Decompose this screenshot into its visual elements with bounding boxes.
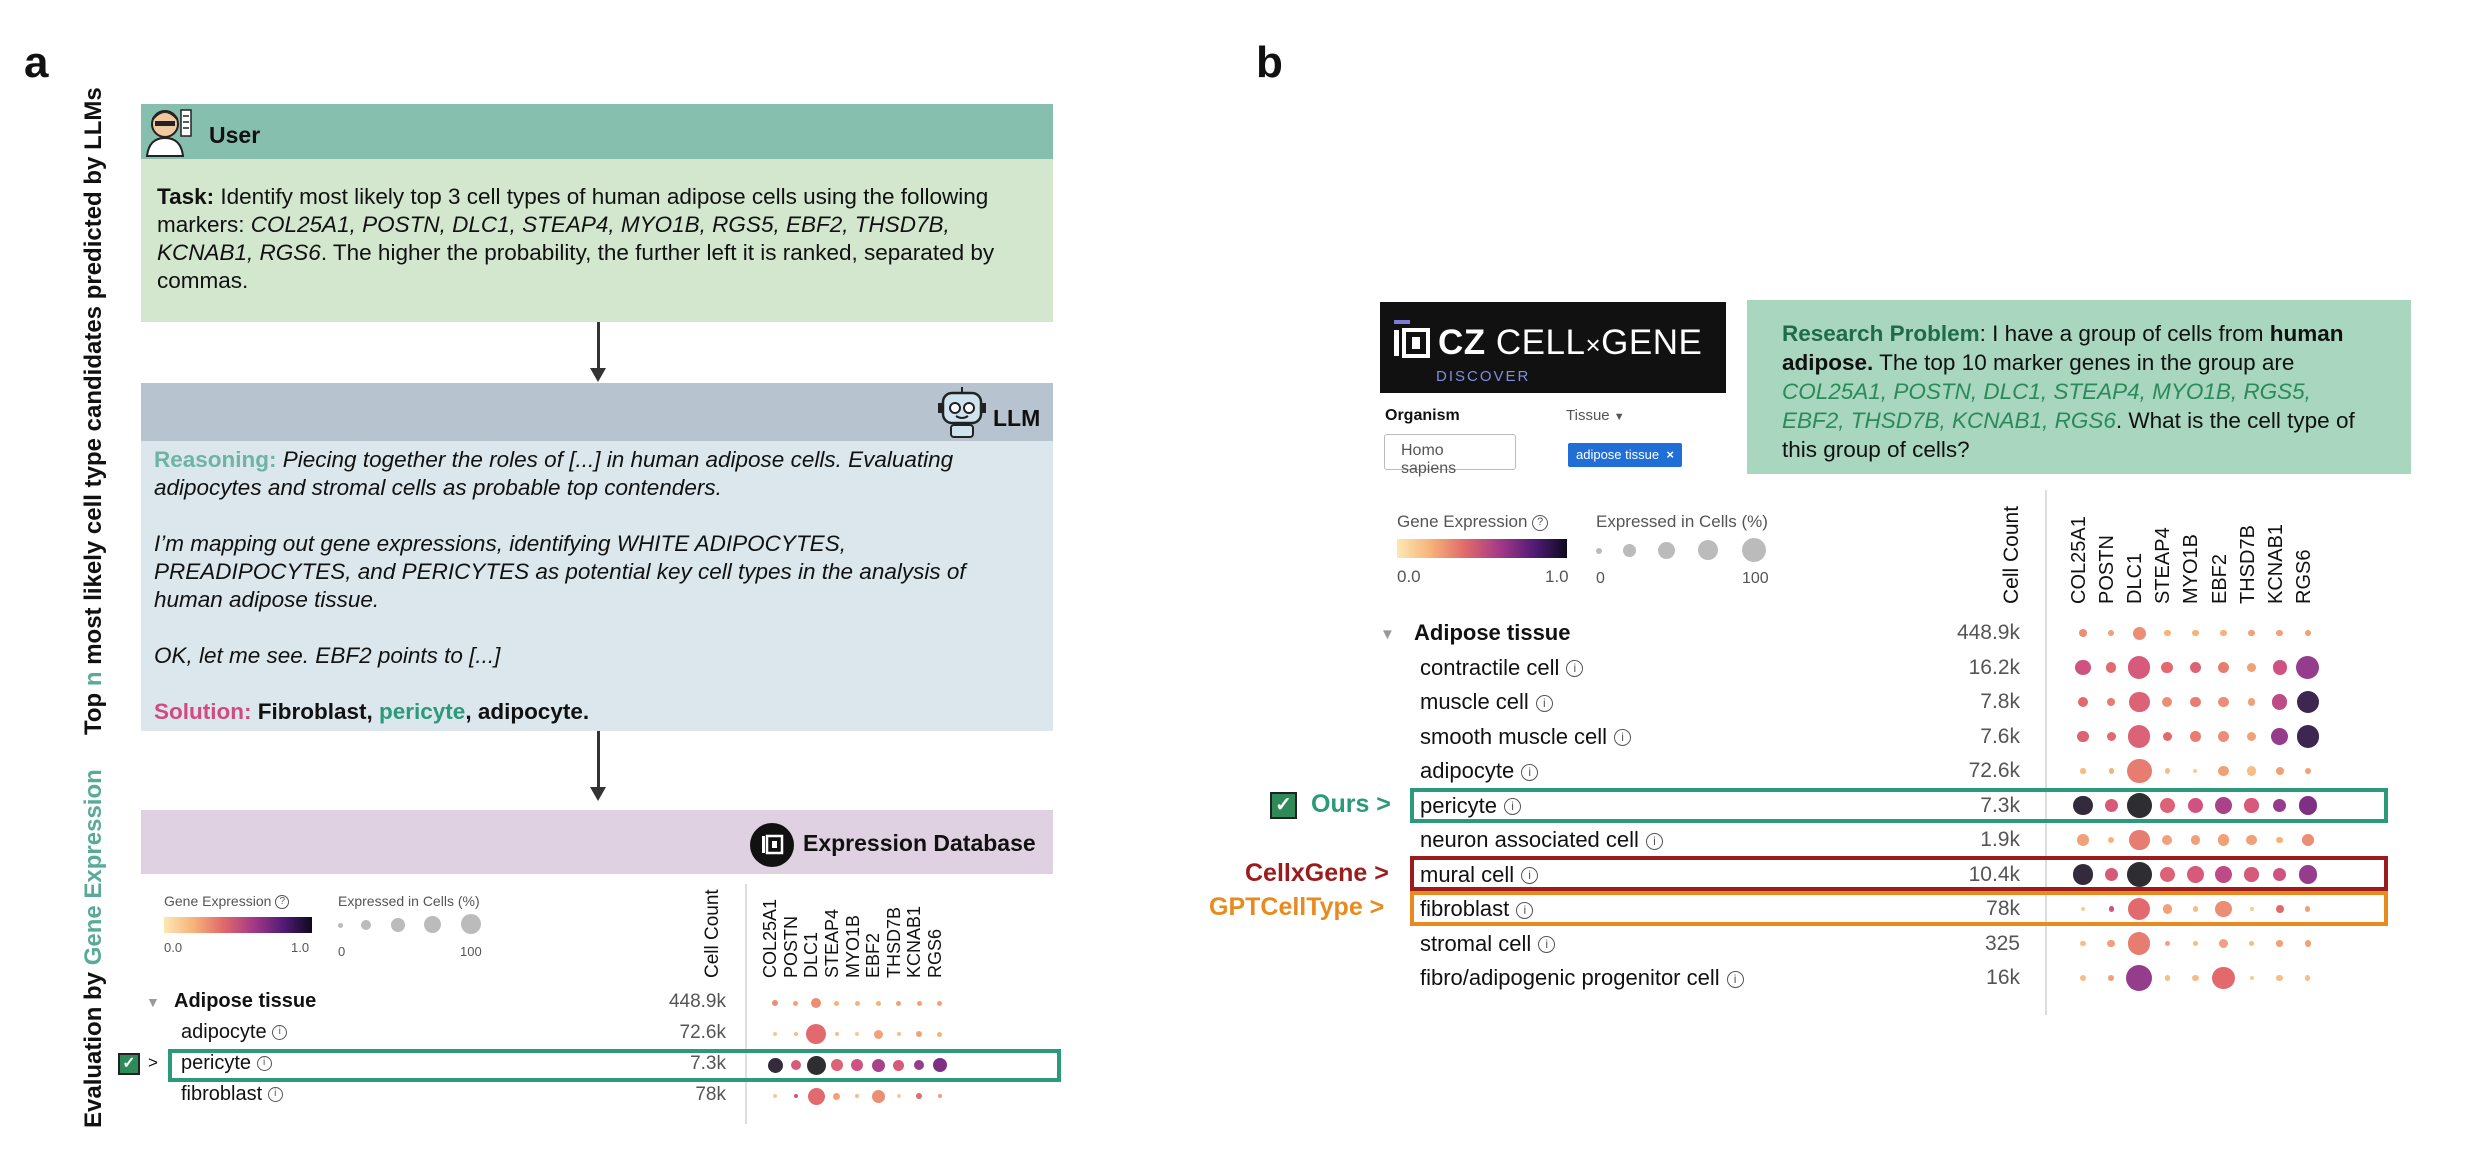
expression-dot: [2078, 697, 2088, 707]
db-header: [141, 810, 1053, 874]
b-check-icon: ✓: [1270, 792, 1297, 819]
expression-dot: [2106, 662, 2116, 672]
expression-dot: [2212, 967, 2234, 989]
b-row-count: 1.9k: [1980, 828, 2020, 851]
b-row-label-text: Adipose tissue: [1414, 620, 1571, 645]
info-icon[interactable]: i: [1727, 971, 1744, 988]
expression-dot: [2218, 731, 2230, 743]
expression-dot: [811, 998, 821, 1008]
reasoning-2: I’m mapping out gene expressions, identifying WHITE ADIPOCYTES, PREADIPOCYTES, and PERICYTES as potential key cell types in the analysis of human adipose tissue.: [154, 531, 966, 612]
expression-dot: [916, 1093, 922, 1099]
expression-dot: [772, 1000, 778, 1006]
cellxgene-logo-icon: [749, 822, 795, 868]
expression-dot: [2127, 759, 2152, 784]
gene-header-rgs6: RGS6: [2292, 549, 2315, 604]
expression-dot: [893, 1060, 904, 1071]
panel-a-letter: a: [24, 38, 49, 87]
expression-dot: [2247, 663, 2256, 672]
chevron-down-icon: ▼: [1613, 411, 1625, 423]
a-gene-expression-label: Gene Expression ?: [164, 893, 289, 909]
b-pct-max: 100: [1742, 570, 1769, 587]
gene-header-ebf2: EBF2: [863, 932, 884, 978]
b-expressed-label: Expressed in Cells (%): [1596, 512, 1768, 531]
expression-dot: [773, 1032, 777, 1036]
gene-header-rgs6: RGS6: [925, 928, 945, 978]
info-icon[interactable]: i: [1504, 798, 1521, 815]
b-row-count: 16.2k: [1968, 655, 2020, 679]
expression-dot: [2107, 732, 2116, 741]
expression-dot: [2271, 728, 2288, 745]
expression-dot: [2193, 941, 2198, 946]
panel-b-letter: b: [1256, 38, 1283, 87]
expression-dot: [2193, 769, 2197, 773]
a-pericyte-highlight: [168, 1049, 1061, 1082]
b-row-label-text: fibro/adipogenic progenitor cell: [1420, 965, 1720, 990]
expression-dot: [2246, 835, 2256, 845]
gene-header-steap4: STEAP4: [822, 908, 842, 978]
expression-dot: [768, 1058, 783, 1073]
a-check-arrow: >: [148, 1053, 158, 1072]
expression-dot: [2249, 941, 2254, 946]
info-icon[interactable]: i: [1646, 833, 1663, 850]
a-size-dot: [338, 923, 343, 928]
tissue-chip[interactable]: adipose tissue ×: [1568, 443, 1682, 467]
b-gene-expression-label: Gene Expression ?: [1397, 512, 1548, 532]
expression-dot: [2108, 837, 2115, 844]
expression-dot: [2276, 975, 2283, 982]
expression-dot: [834, 1001, 839, 1006]
a-row-count: 448.9k: [668, 991, 726, 1012]
expression-dot: [794, 1032, 798, 1036]
expression-dot: [2080, 768, 2085, 773]
user-task: Task: Identify most likely top 3 cell types of human adipose cells using the following markers: COL25A1, POSTN, DLC1, STEAP4, MYO1B, RGS5, EBF2, THSD7B, KCNAB1, RGS6. The higher the probability, the further left it is ranked, separated by commas.: [141, 159, 1053, 322]
b-row-count: 72.6k: [1968, 759, 2020, 782]
expression-dot: [2164, 630, 2171, 637]
b-row-count: 7.8k: [1980, 690, 2020, 713]
b-row-count: 10.4k: [1968, 862, 2020, 886]
expression-dot: [896, 1001, 901, 1006]
expression-dot: [2247, 732, 2256, 741]
expression-dot: [2250, 976, 2254, 980]
expression-dot: [872, 1059, 885, 1072]
expression-dot: [2248, 630, 2255, 637]
b-row-label-text: smooth muscle cell: [1420, 723, 1608, 749]
expression-dot: [806, 1024, 826, 1044]
a-divider: [745, 884, 747, 1124]
b-size-dot: [1596, 548, 1602, 554]
b-row-label: [1420, 655, 1583, 681]
expression-dot: [2219, 939, 2228, 948]
expression-dot: [874, 1030, 883, 1039]
gene-header-postn: POSTN: [2096, 535, 2119, 604]
b-fibroblast-highlight: [1410, 891, 2388, 926]
a-scale-min: 0.0: [164, 940, 183, 955]
expression-dot: [2129, 692, 2150, 713]
cellxgene-mark-icon: [1392, 320, 1434, 360]
expression-dot: [2079, 629, 2087, 637]
b-mural-highlight: [1410, 856, 2388, 891]
a-info-icon: ?: [275, 895, 289, 909]
a-pct-min: 0: [338, 944, 346, 959]
b-row-count: 7.3k: [1980, 793, 2020, 817]
expression-dot: [833, 1093, 840, 1100]
expression-dot: [794, 1094, 798, 1098]
gene-header-thsd7b: THSD7B: [2236, 525, 2259, 604]
b-row-label-text: fibroblast: [1420, 896, 1510, 921]
b-row-label-text: pericyte: [1420, 792, 1498, 818]
info-icon[interactable]: i: [1566, 660, 1583, 677]
arrow-head-llm-db: [590, 787, 606, 801]
b-row-label: [1420, 724, 1631, 750]
expression-dot: [2220, 630, 2227, 637]
b-row-count: 7.6k: [1980, 724, 2020, 748]
expression-dot: [773, 1094, 777, 1098]
info-icon[interactable]: i: [268, 1087, 283, 1102]
tissue-dropdown[interactable]: Tissue ▼: [1566, 407, 1625, 424]
expression-dot: [2128, 932, 2150, 954]
expression-dot: [2163, 732, 2172, 741]
arrow-head-user-llm: [590, 368, 606, 382]
callout-gptcelltype: GPTCellType >: [1209, 893, 1385, 921]
expression-dot: [897, 1094, 901, 1098]
expression-dot: [937, 1001, 942, 1006]
expression-dot: [2161, 662, 2173, 674]
expression-dot: [808, 1088, 825, 1105]
gene-header-postn: POSTN: [780, 915, 801, 978]
gene-header-dlc1: DLC1: [801, 931, 822, 978]
gene-header-kcnab1: KCNAB1: [904, 905, 925, 978]
a-size-dot: [461, 914, 481, 934]
expression-dot: [807, 1056, 826, 1075]
expression-dot: [2128, 725, 2150, 747]
expression-dot: [2077, 834, 2089, 846]
a-row-count: 7.3k: [690, 1053, 726, 1074]
b-collapse-icon[interactable]: ▼: [1380, 626, 1395, 643]
expression-dot: [2107, 698, 2115, 706]
expression-dot: [2108, 630, 2115, 637]
db-title: Expression Database: [803, 830, 1036, 856]
b-row-count: 448.9k: [1956, 621, 2020, 644]
info-icon[interactable]: i: [1536, 695, 1553, 712]
llm-title: LLM: [993, 405, 1041, 431]
b-row-label: [1420, 758, 1538, 784]
expression-dot: [937, 1032, 942, 1037]
a-check-icon: ✓: [118, 1053, 140, 1075]
a-row-label: fibroblast i: [181, 1083, 283, 1106]
gene-header-steap4: STEAP4: [2152, 527, 2175, 604]
b-row-label: [1420, 689, 1553, 715]
expression-dot: [876, 1001, 881, 1006]
info-icon[interactable]: i: [1521, 764, 1538, 781]
expression-dot: [855, 1032, 859, 1036]
b-size-dot: [1698, 540, 1718, 560]
expression-dot: [2273, 660, 2287, 674]
b-row-label-text: contractile cell: [1420, 654, 1560, 680]
expression-dot: [2305, 940, 2312, 947]
expression-dot: [2077, 731, 2089, 743]
expression-dot: [831, 1059, 843, 1071]
expression-dot: [2109, 768, 2114, 773]
a-row-label: pericyte i: [181, 1052, 272, 1075]
expression-dot: [2075, 660, 2091, 676]
reasoning-1: Reasoning: Piecing together the roles of [...] in human adipose cells. Evaluating adipocytes and stromal cells as probable top contenders.: [154, 447, 954, 500]
b-row-label: [1420, 827, 1663, 853]
b-row-label-text: adipocyte: [1420, 758, 1515, 783]
expression-dot: [2272, 694, 2288, 710]
expression-dot: [2165, 975, 2170, 980]
a-row-count: 78k: [695, 1084, 726, 1105]
discover-label: DISCOVER: [1436, 368, 1531, 385]
expression-dot: [2191, 835, 2200, 844]
a-gradient-bar: [164, 917, 312, 933]
expression-dot: [835, 1032, 839, 1036]
expression-dot: [2128, 656, 2150, 678]
a-row-count: 72.6k: [679, 1022, 726, 1043]
expression-dot: [2133, 627, 2146, 640]
b-pct-min: 0: [1596, 570, 1605, 587]
expression-dot: [2247, 766, 2256, 775]
b-divider: [2045, 490, 2047, 1015]
arrow-llm-db: [597, 731, 600, 789]
side-label-top: Top n most likely cell type candidates predicted by LLMs: [80, 87, 107, 735]
expression-dot: [2297, 691, 2319, 713]
expression-dot: [2218, 766, 2228, 776]
expression-dot: [2129, 830, 2150, 851]
b-row-label-text: mural cell: [1420, 861, 1515, 887]
expression-dot: [791, 1060, 801, 1070]
expression-dot: [793, 1001, 798, 1006]
expression-dot: [2276, 940, 2283, 947]
a-row-label: adipocyte i: [181, 1021, 287, 1044]
expression-dot: [855, 1094, 859, 1098]
organism-select[interactable]: Homo sapiens: [1384, 434, 1516, 470]
user-avatar-icon: [143, 106, 195, 158]
expression-dot: [2276, 630, 2283, 637]
expression-dot: [2190, 731, 2200, 741]
b-row-label: [1420, 931, 1555, 957]
expression-dot: [2162, 697, 2172, 707]
b-gradient-bar: [1397, 539, 1567, 558]
callout-cellxgene: CellxGene >: [1245, 859, 1389, 887]
user-header: [141, 104, 1053, 159]
a-pct-max: 100: [460, 944, 482, 959]
expression-dot: [2305, 975, 2310, 980]
b-row-count: 16k: [1986, 966, 2020, 989]
b-row-label-text: stromal cell: [1420, 930, 1532, 956]
expression-dot: [933, 1058, 947, 1072]
expression-dot: [2218, 834, 2230, 846]
a-scale-max: 1.0: [291, 940, 310, 955]
expression-dot: [2218, 662, 2230, 674]
gene-header-dlc1: DLC1: [2124, 552, 2147, 604]
b-pericyte-highlight: [1410, 788, 2388, 823]
b-size-dot: [1742, 538, 1766, 562]
expression-dot: [897, 1032, 901, 1036]
expression-dot: [2248, 698, 2256, 706]
expression-dot: [2218, 697, 2228, 707]
expression-dot: [916, 1031, 922, 1037]
expression-dot: [872, 1090, 885, 1103]
b-scale-max: 1.0: [1545, 567, 1569, 586]
expression-dot: [2192, 975, 2199, 982]
expression-dot: [938, 1094, 942, 1098]
close-icon[interactable]: ×: [1666, 447, 1674, 462]
b-scale-min: 0.0: [1397, 567, 1421, 586]
expression-dot: [2297, 725, 2319, 747]
b-row-label-text: muscle cell: [1420, 689, 1529, 714]
a-size-dot: [361, 920, 371, 930]
a-row-label: Adipose tissue: [174, 990, 317, 1012]
b-size-dot: [1658, 542, 1675, 559]
a-size-dot: [391, 918, 405, 932]
organism-label: Organism: [1385, 407, 1460, 424]
expression-dot: [2305, 768, 2312, 775]
info-icon[interactable]: i: [1538, 936, 1555, 953]
a-cell-count-header: Cell Count: [702, 889, 723, 978]
gene-header-ebf2: EBF2: [2208, 553, 2231, 604]
info-icon[interactable]: i: [1521, 867, 1538, 884]
gene-header-kcnab1: KCNAB1: [2264, 523, 2287, 604]
robot-icon: [935, 385, 989, 439]
side-label-bottom: Evaluation by Gene Expression: [80, 769, 107, 1128]
b-info-icon: ?: [1532, 515, 1548, 531]
gene-header-col25a1: COL25A1: [760, 898, 781, 978]
llm-header: [141, 383, 1053, 441]
a-expressed-label: Expressed in Cells (%): [338, 893, 480, 909]
info-icon[interactable]: i: [257, 1056, 272, 1071]
expression-dot: [2190, 662, 2202, 674]
expression-dot: [2276, 767, 2284, 775]
expression-dot: [2108, 975, 2115, 982]
solution: Solution: Fibroblast, pericyte, adipocyte.: [154, 699, 590, 724]
b-row-label-text: neuron associated cell: [1420, 827, 1639, 852]
gene-header-col25a1: COL25A1: [2068, 516, 2090, 604]
b-row-label: [1420, 965, 1744, 991]
callout-ours: Ours >: [1311, 790, 1391, 818]
expression-dot: [2190, 697, 2200, 707]
expression-dot: [2192, 630, 2199, 637]
expression-dot: [2107, 940, 2115, 948]
expression-dot: [2305, 630, 2312, 637]
expression-dot: [2080, 975, 2087, 982]
a-collapse-icon[interactable]: ▼: [146, 994, 160, 1010]
expression-dot: [2080, 941, 2085, 946]
a-size-dot: [424, 916, 441, 933]
expression-dot: [2126, 965, 2152, 991]
b-cell-count-header: Cell Count: [2000, 505, 2023, 604]
expression-dot: [2296, 656, 2319, 679]
expression-dot: [855, 1001, 860, 1006]
research-problem-box: Research Problem: I have a group of cells from human adipose. The top 10 marker genes in the group are COL25A1, POSTN, DLC1, STEAP4, MYO1B, RGS5, EBF2, THSD7B, KCNAB1, RGS6. What is the cell type of this group of cells?: [1747, 300, 2411, 474]
info-icon[interactable]: i: [1516, 902, 1533, 919]
b-row-count: 78k: [1986, 897, 2020, 920]
expression-dot: [2276, 837, 2283, 844]
expression-dot: [2165, 768, 2170, 773]
expression-dot: [2302, 834, 2314, 846]
info-icon[interactable]: i: [1614, 729, 1631, 746]
expression-dot: [2162, 835, 2172, 845]
arrow-user-llm: [597, 322, 600, 370]
info-icon[interactable]: i: [272, 1025, 287, 1040]
reasoning-3: OK, let me see. EBF2 points to [...]: [154, 643, 501, 668]
b-row-count: 325: [1984, 931, 2020, 955]
cellxgene-wordmark: CZ CELL×GENE: [1438, 323, 1703, 362]
b-row-label: [1414, 620, 1570, 646]
gene-header-myo1b: MYO1B: [2180, 533, 2203, 604]
cellxgene-banner: [1380, 302, 1726, 393]
gene-header-thsd7b: THSD7B: [883, 906, 904, 978]
user-title: User: [209, 122, 261, 148]
b-size-dot: [1623, 544, 1636, 557]
expression-dot: [2165, 941, 2170, 946]
llm-body: [141, 441, 1053, 731]
expression-dot: [917, 1001, 922, 1006]
gene-header-myo1b: MYO1B: [842, 914, 863, 978]
